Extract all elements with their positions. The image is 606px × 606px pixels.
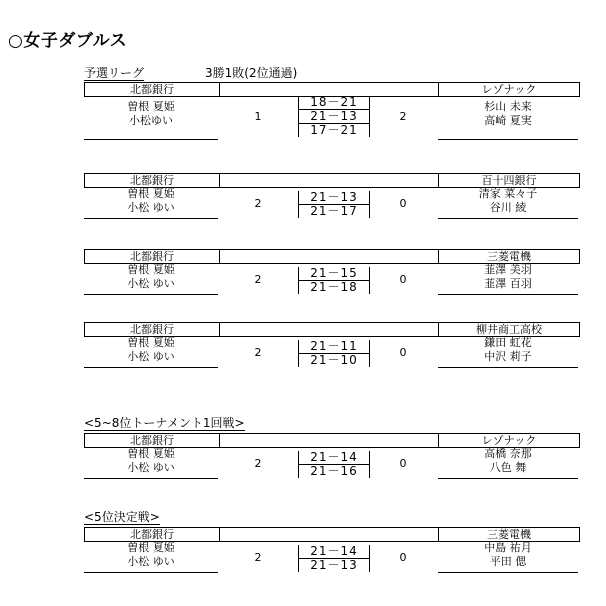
- opponent-pair: [438, 187, 578, 215]
- opponent-name: 谷川 綾: [489, 201, 527, 214]
- opponent-name: 八色 舞: [489, 461, 527, 474]
- score-box: [298, 545, 370, 572]
- player-pair: [84, 100, 218, 128]
- set-score: 21－14: [299, 545, 369, 559]
- opponent-name: 清家 菜々子: [478, 187, 538, 200]
- row-underline: [84, 294, 218, 295]
- opponent-name: 高崎 夏実: [484, 114, 532, 127]
- set-score: 21－13: [310, 558, 358, 572]
- games-won: 2: [254, 551, 262, 564]
- match-block: [84, 433, 580, 479]
- team-name: 北都銀行: [84, 173, 220, 188]
- set-score: 21－10: [310, 353, 358, 367]
- games-lost: 0: [399, 346, 407, 359]
- match-header: [84, 249, 580, 263]
- score-box: [298, 191, 370, 218]
- set-score: 18－21: [299, 96, 369, 110]
- opponent-pair: [438, 447, 578, 475]
- opponent-pair: [438, 336, 578, 364]
- opponent-pair: [438, 263, 578, 291]
- opponent-team-name: 三菱電機: [438, 527, 580, 542]
- player-name: 曽根 夏姫: [127, 187, 175, 200]
- player-pair: [84, 336, 218, 364]
- match-body: [84, 541, 580, 573]
- match-block: [84, 173, 580, 219]
- opponent-team-name: レゾナック: [438, 433, 580, 448]
- match-header: [84, 433, 580, 447]
- opponent-name: 中沢 莉子: [484, 350, 532, 363]
- opponent-name: 韮澤 百羽: [484, 277, 532, 290]
- score-box: [298, 451, 370, 478]
- match-body: [84, 263, 580, 295]
- set-score: 21－13: [299, 110, 369, 124]
- opponent-name: 中島 祐月: [484, 541, 532, 554]
- player-name: 曽根 夏姫: [127, 541, 175, 554]
- header-divider: [218, 433, 438, 448]
- set-score: 21－17: [310, 204, 358, 218]
- row-underline: [84, 218, 218, 219]
- games-lost: 0: [399, 457, 407, 470]
- player-name: 小松 ゆい: [127, 461, 175, 474]
- score-box: [298, 96, 370, 137]
- games-lost: 0: [399, 273, 407, 286]
- score-box: [298, 267, 370, 294]
- page-title: ○女子ダブルス: [8, 31, 128, 51]
- opponent-name: 高橋 奈那: [484, 447, 532, 460]
- team-name: 北都銀行: [84, 527, 220, 542]
- player-name: 小松 ゆい: [127, 350, 175, 363]
- games-won: 1: [254, 110, 262, 123]
- tourney1-label: <5~8位トーナメント1回戦>: [84, 416, 245, 430]
- match-block: [84, 249, 580, 295]
- match-header: [84, 173, 580, 187]
- row-underline: [438, 367, 578, 368]
- match-body: [84, 336, 580, 368]
- player-pair: [84, 263, 218, 291]
- team-name: 北都銀行: [84, 82, 220, 97]
- header-divider: [218, 173, 438, 188]
- games-won: 2: [254, 457, 262, 470]
- set-score: 17－21: [310, 123, 358, 137]
- opponent-team-name: 柳井商工高校: [438, 322, 580, 337]
- set-score: 21－16: [310, 464, 358, 478]
- games-lost: 2: [399, 110, 407, 123]
- games-lost: 0: [399, 551, 407, 564]
- match-block: [84, 322, 580, 368]
- score-box: [298, 340, 370, 367]
- match-header: [84, 527, 580, 541]
- row-underline: [438, 294, 578, 295]
- opponent-team-name: 三菱電機: [438, 249, 580, 264]
- row-underline: [438, 572, 578, 573]
- set-score: 21－15: [299, 267, 369, 281]
- row-underline: [84, 139, 218, 140]
- match-body: [84, 447, 580, 479]
- tourney2-label: <5位決定戦>: [84, 510, 160, 524]
- team-name: 北都銀行: [84, 249, 220, 264]
- header-divider: [218, 322, 438, 337]
- opponent-pair: [438, 100, 578, 128]
- set-score: 21－14: [299, 451, 369, 465]
- opponent-team-name: レゾナック: [438, 82, 580, 97]
- header-divider: [218, 527, 438, 542]
- row-underline: [438, 478, 578, 479]
- row-underline: [438, 139, 578, 140]
- prelim-sub-label: 3勝1敗(2位通過): [205, 66, 298, 80]
- games-won: 2: [254, 197, 262, 210]
- games-won: 2: [254, 273, 262, 286]
- match-block: [84, 82, 580, 140]
- match-block: [84, 527, 580, 573]
- player-name: 小松ゆい: [129, 114, 173, 127]
- player-pair: [84, 541, 218, 569]
- match-body: [84, 187, 580, 219]
- opponent-name: 平田 偲: [489, 555, 527, 568]
- opponent-name: 韮澤 美羽: [484, 263, 532, 276]
- row-underline: [84, 367, 218, 368]
- match-header: [84, 82, 580, 96]
- player-name: 小松 ゆい: [127, 277, 175, 290]
- opponent-name: 杉山 未来: [484, 100, 532, 113]
- prelim-label: 予選リーグ: [84, 66, 145, 80]
- opponent-pair: [438, 541, 578, 569]
- player-name: 曽根 夏姫: [127, 263, 175, 276]
- row-underline: [438, 218, 578, 219]
- games-won: 2: [254, 346, 262, 359]
- player-pair: [84, 187, 218, 215]
- team-name: 北都銀行: [84, 322, 220, 337]
- set-score: 21－18: [310, 280, 358, 294]
- opponent-team-name: 百十四銀行: [438, 173, 580, 188]
- games-lost: 0: [399, 197, 407, 210]
- team-name: 北都銀行: [84, 433, 220, 448]
- player-name: 小松 ゆい: [127, 555, 175, 568]
- opponent-name: 鎌田 虹花: [484, 336, 532, 349]
- header-divider: [218, 249, 438, 264]
- player-name: 曽根 夏姫: [127, 447, 175, 460]
- set-score: 21－13: [299, 191, 369, 205]
- match-header: [84, 322, 580, 336]
- set-score: 21－11: [299, 340, 369, 354]
- player-name: 曽根 夏姫: [127, 336, 175, 349]
- player-pair: [84, 447, 218, 475]
- row-underline: [84, 572, 218, 573]
- match-body: [84, 96, 580, 140]
- player-name: 小松 ゆい: [127, 201, 175, 214]
- row-underline: [84, 478, 218, 479]
- player-name: 曽根 夏姫: [127, 100, 175, 113]
